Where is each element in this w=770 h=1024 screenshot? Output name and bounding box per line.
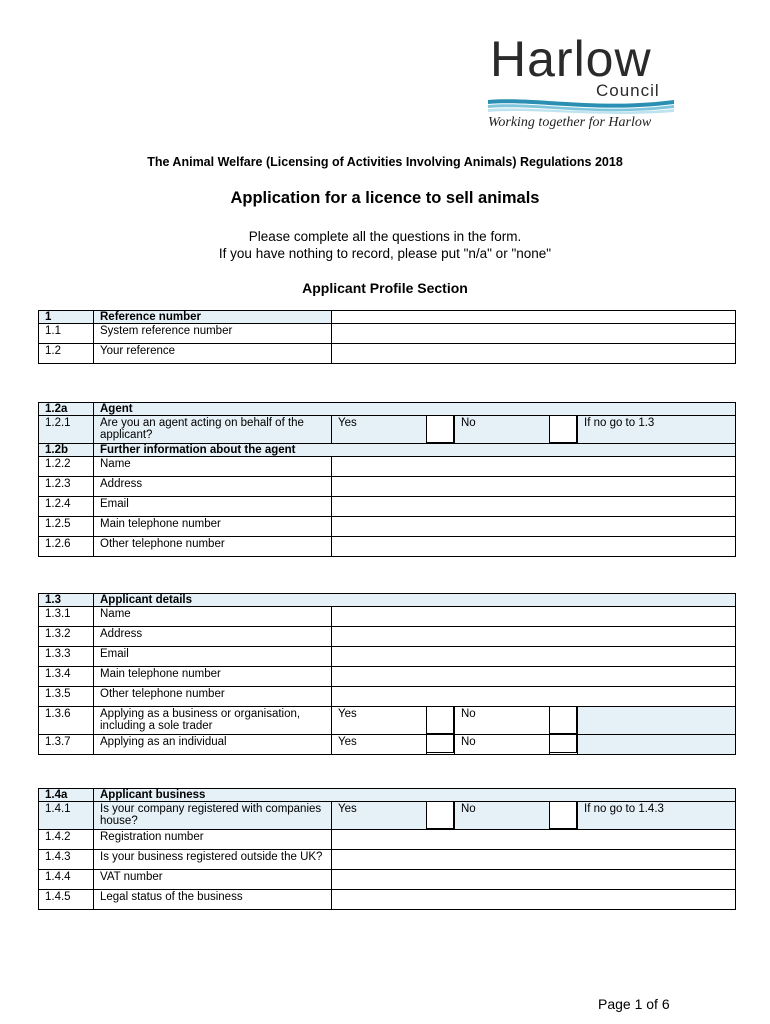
row-label: Other telephone number [94, 537, 332, 557]
logo-tagline: Working together for Harlow [488, 115, 652, 130]
yes-label: Yes [332, 416, 427, 444]
row-number: 1.2.4 [39, 497, 94, 517]
no-checkbox[interactable] [550, 735, 578, 755]
row-number: 1.4.4 [39, 870, 94, 890]
table-row [39, 830, 736, 850]
row-label: Agent [94, 403, 736, 416]
no-checkbox[interactable] [550, 416, 578, 444]
yes-checkbox[interactable] [427, 735, 455, 755]
table-row [39, 457, 736, 477]
answer-field[interactable] [332, 517, 736, 537]
yes-no-question-row [39, 707, 736, 735]
row-label: System reference number [94, 324, 332, 344]
table-row [39, 324, 736, 344]
row-number: 1.3.3 [39, 647, 94, 667]
agent-table [38, 402, 736, 557]
table-header-row [39, 594, 736, 607]
row-number: 1.3.1 [39, 607, 94, 627]
row-number: 1.4.3 [39, 850, 94, 870]
answer-field[interactable] [332, 627, 736, 647]
table-header-row [39, 311, 736, 324]
row-number: 1.3.6 [39, 707, 94, 735]
answer-field[interactable] [332, 497, 736, 517]
row-number: 1.2.1 [39, 416, 94, 444]
row-number: 1.2.3 [39, 477, 94, 497]
table-row [39, 627, 736, 647]
row-number: 1.2.2 [39, 457, 94, 477]
row-number: 1.4.2 [39, 830, 94, 850]
row-number: 1.2 [39, 344, 94, 364]
answer-field[interactable] [332, 830, 736, 850]
note-cell [578, 735, 736, 755]
yes-checkbox[interactable] [427, 802, 455, 830]
row-label: Legal status of the business [94, 890, 332, 910]
table-row [39, 344, 736, 364]
table-row [39, 870, 736, 890]
no-label: No [455, 735, 550, 755]
yes-no-question-row [39, 416, 736, 444]
note-cell [578, 707, 736, 735]
skip-note: If no go to 1.4.3 [578, 802, 736, 830]
applicant-table [38, 593, 736, 755]
row-label: Applicant details [94, 594, 736, 607]
yes-label: Yes [332, 802, 427, 830]
row-number: 1.2b [39, 444, 94, 457]
business-table [38, 788, 736, 910]
row-number: 1.3.4 [39, 667, 94, 687]
instruction-line: If you have nothing to record, please put "n/a" or "none" [218, 246, 552, 261]
table-subheader-row [39, 444, 736, 457]
table-row [39, 497, 736, 517]
answer-field[interactable] [332, 850, 736, 870]
table-row [39, 667, 736, 687]
question-label: Are you an agent acting on behalf of the applicant? [94, 416, 332, 444]
logo-name: Harlow [490, 31, 652, 87]
table-row [39, 537, 736, 557]
skip-note: If no go to 1.3 [578, 416, 736, 444]
row-number: 1.4.1 [39, 802, 94, 830]
table-row [39, 517, 736, 537]
no-label: No [455, 802, 550, 830]
yes-checkbox[interactable] [427, 707, 455, 735]
no-checkbox[interactable] [550, 707, 578, 735]
no-label: No [455, 416, 550, 444]
answer-field[interactable] [332, 324, 736, 344]
row-label: Other telephone number [94, 687, 332, 707]
table-row [39, 477, 736, 497]
answer-field[interactable] [332, 477, 736, 497]
application-title: Application for a licence to sell animals [230, 189, 540, 207]
yes-checkbox[interactable] [427, 416, 455, 444]
row-label: Applicant business [94, 789, 736, 802]
answer-field[interactable] [332, 687, 736, 707]
row-number: 1.3.2 [39, 627, 94, 647]
row-label: Main telephone number [94, 517, 332, 537]
logo-council: Council [596, 81, 660, 100]
yes-no-question-row [39, 802, 736, 830]
no-checkbox[interactable] [550, 802, 578, 830]
row-number: 1.4.5 [39, 890, 94, 910]
answer-field[interactable] [332, 607, 736, 627]
row-number: 1.3.5 [39, 687, 94, 707]
regulations-title: The Animal Welfare (Licensing of Activities Involving Animals) Regulations 2018 [147, 155, 623, 169]
table-row [39, 890, 736, 910]
yes-no-question-row [39, 735, 736, 755]
section-title: Applicant Profile Section [302, 280, 468, 296]
row-number: 1.4a [39, 789, 94, 802]
row-label: Reference number [94, 311, 332, 324]
row-number: 1.3 [39, 594, 94, 607]
row-label: Main telephone number [94, 667, 332, 687]
row-number: 1 [39, 311, 94, 324]
row-number: 1.2.5 [39, 517, 94, 537]
question-label: Is your company registered with companies house? [94, 802, 332, 830]
row-label: Registration number [94, 830, 332, 850]
table-row [39, 687, 736, 707]
yes-label: Yes [332, 735, 427, 755]
row-label: VAT number [94, 870, 332, 890]
logo-wave-graphic [486, 94, 676, 116]
table-header-row [39, 789, 736, 802]
answer-field[interactable] [332, 890, 736, 910]
row-number: 1.3.7 [39, 735, 94, 755]
no-label: No [455, 707, 550, 735]
page-number: Page 1 of 6 [598, 996, 670, 1012]
row-number: 1.1 [39, 324, 94, 344]
row-label: Further information about the agent [94, 444, 736, 457]
row-number: 1.2a [39, 403, 94, 416]
answer-field[interactable] [332, 344, 736, 364]
harlow-council-logo [486, 31, 686, 134]
table-header-row [39, 403, 736, 416]
answer-field[interactable] [332, 647, 736, 667]
row-label: Address [94, 477, 332, 497]
row-label: Name [94, 457, 332, 477]
table-row [39, 607, 736, 627]
question-label: Applying as an individual [94, 735, 332, 755]
row-label: Email [94, 497, 332, 517]
row-label: Is your business registered outside the UK? [94, 850, 332, 870]
yes-label: Yes [332, 707, 427, 735]
row-label: Name [94, 607, 332, 627]
table-row [39, 647, 736, 667]
row-label: Your reference [94, 344, 332, 364]
question-label: Applying as a business or organisation, including a sole trader [94, 707, 332, 735]
table-row [39, 850, 736, 870]
answer-field[interactable] [332, 311, 736, 324]
instruction-line: Please complete all the questions in the form. [248, 229, 522, 244]
answer-field[interactable] [332, 667, 736, 687]
row-number: 1.2.6 [39, 537, 94, 557]
reference-table [38, 310, 736, 364]
answer-field[interactable] [332, 870, 736, 890]
row-label: Email [94, 647, 332, 667]
answer-field[interactable] [332, 457, 736, 477]
row-label: Address [94, 627, 332, 647]
answer-field[interactable] [332, 537, 736, 557]
